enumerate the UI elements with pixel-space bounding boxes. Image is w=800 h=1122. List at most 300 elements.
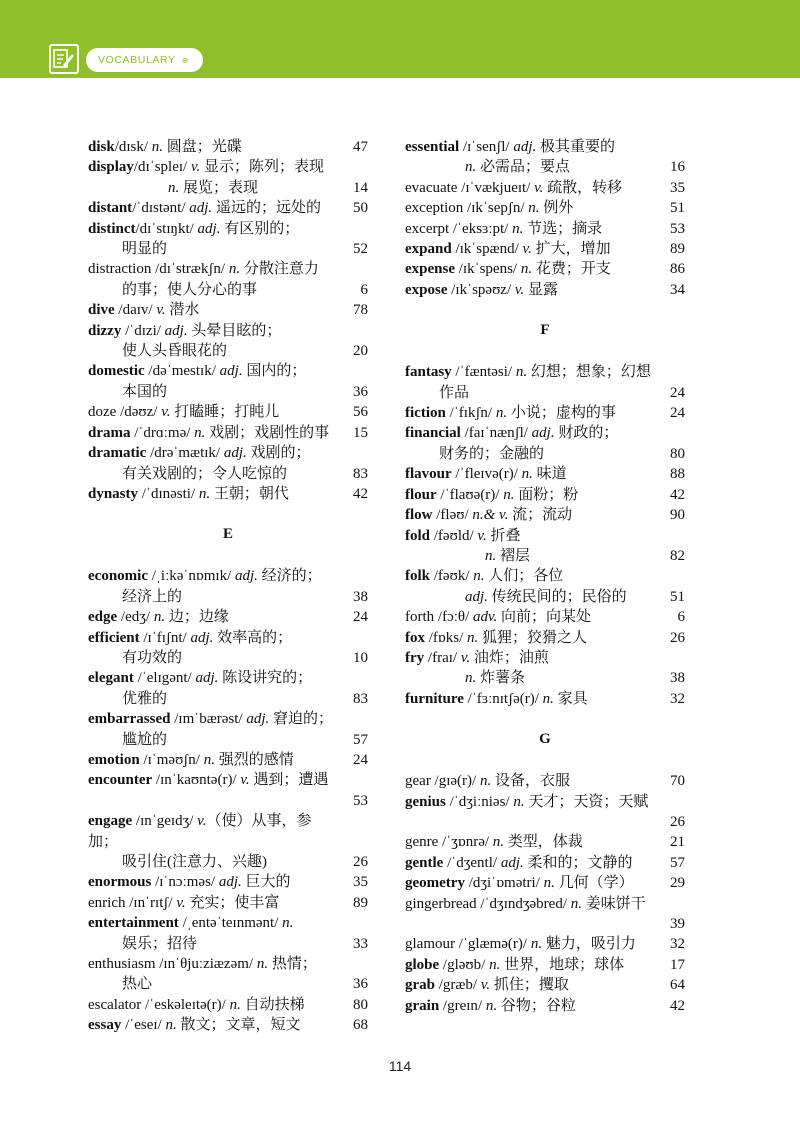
page-ref: 36 <box>353 383 368 400</box>
page-ref: 56 <box>353 404 368 421</box>
page-ref: 80 <box>353 996 368 1013</box>
headword: elegant <box>88 670 134 687</box>
part-of-speech: adj. <box>219 363 243 380</box>
phonetic: distraction /dɪˈstrækʃn/ <box>88 261 229 278</box>
headword: essay <box>88 1017 122 1034</box>
definition-continuation <box>405 444 655 464</box>
part-of-speech: n. <box>165 1017 177 1034</box>
definition: 戏剧的； <box>246 445 311 462</box>
headword: engage <box>88 813 133 830</box>
definition-continuation <box>88 974 338 994</box>
vocab-entry <box>405 771 685 791</box>
page-ref: 10 <box>353 649 368 666</box>
definition-continuation <box>88 689 338 709</box>
headword: economic <box>88 568 148 585</box>
page-ref: 26 <box>670 813 685 830</box>
part-of-speech: n. <box>513 793 525 810</box>
definition-text: 炸薯条 <box>476 670 526 687</box>
phonetic: /ˈdɪnəsti/ <box>138 485 199 502</box>
definition: 遥远的；远处的 <box>212 200 321 217</box>
headword: flavour <box>405 466 452 483</box>
phonetic: /faɪˈnænʃl/ <box>460 425 532 442</box>
page-header <box>0 0 800 78</box>
page-ref: 21 <box>670 834 685 851</box>
part-of-speech: adv. <box>473 609 498 626</box>
part-of-speech: adj. <box>164 322 188 339</box>
part-of-speech: n. <box>256 956 269 973</box>
left-column <box>88 137 368 1036</box>
page-ref: 83 <box>353 465 368 482</box>
phonetic: gingerbread /ˈdʒɪndʒəbred/ <box>405 895 571 912</box>
definition-text: 明显的 <box>122 241 168 258</box>
phonetic: /edʒ/ <box>117 609 154 626</box>
definition: 幻想；想象；幻想 <box>527 364 651 381</box>
definition: 充实；使丰富 <box>185 894 280 911</box>
definition: 面粉；粉 <box>514 486 579 503</box>
part-of-speech: n. <box>495 405 508 422</box>
definition-continuation <box>88 464 338 484</box>
vocab-entry <box>405 423 685 464</box>
part-of-speech: n. <box>512 220 524 237</box>
page-ref: 42 <box>670 486 685 503</box>
definition-text: 有功效的 <box>122 649 183 666</box>
page-ref: 68 <box>353 1017 368 1034</box>
section-title: VOCABULARY <box>98 54 176 66</box>
definition: 味道 <box>532 466 567 483</box>
definition: 热情； <box>268 956 317 973</box>
phonetic: /ˈfɜːnɪtʃə(r)/ <box>463 690 543 707</box>
part-of-speech: v. <box>240 772 250 789</box>
phonetic: /dʒiˈɒmətri/ <box>464 875 544 892</box>
right-column <box>405 137 685 1016</box>
page-ref: 15 <box>353 424 368 441</box>
definition: 自动扶梯 <box>240 996 305 1013</box>
vocab-entry <box>405 362 685 403</box>
definition: 散文；文章，短文 <box>176 1017 301 1034</box>
part-of-speech: n. <box>570 895 583 912</box>
page-ref: 14 <box>353 179 368 196</box>
definition-continuation <box>405 812 655 832</box>
phonetic: /dɪˈspleɪ/ <box>133 159 191 176</box>
part-of-speech: n. <box>520 261 533 278</box>
part-of-speech: adj. <box>513 139 537 155</box>
page-ref: 17 <box>670 956 685 973</box>
vocab-entry <box>88 361 368 402</box>
part-of-speech: n. <box>479 773 492 790</box>
vocab-entry <box>88 1015 368 1035</box>
definition: 节选；摘录 <box>523 220 603 237</box>
definition-continuation <box>88 178 338 198</box>
phonetic: /ˈfɪkʃn/ <box>445 405 496 422</box>
headword: dynasty <box>88 485 139 502</box>
definition-continuation <box>88 239 338 259</box>
headword: geometry <box>405 875 465 892</box>
vocab-entry <box>88 607 368 627</box>
phonetic: /ˈflaʊə(r)/ <box>436 486 504 503</box>
page-ref: 57 <box>353 731 368 748</box>
page-ref: 32 <box>670 690 685 707</box>
page-ref: 36 <box>353 976 368 993</box>
vocab-entry <box>405 280 685 300</box>
headword: domestic <box>88 363 145 380</box>
headword: financial <box>405 425 461 442</box>
definition: 遇到；遭遇 <box>249 772 329 789</box>
definition: 类型，体裁 <box>504 834 583 851</box>
part-of-speech: n. <box>282 915 294 932</box>
definition: 王朝；朝代 <box>210 485 289 502</box>
phonetic: /ˈdʒentl/ <box>443 854 501 871</box>
vocab-entry <box>405 526 685 567</box>
headword: fry <box>405 649 425 666</box>
phonetic: /fəʊk/ <box>430 568 474 585</box>
page-ref: 39 <box>670 916 685 932</box>
phonetic: /fəʊld/ <box>430 527 478 544</box>
page-number: 114 <box>388 1058 412 1074</box>
definition-text: 经济上的 <box>122 588 183 605</box>
page-ref: 47 <box>353 139 368 155</box>
definition: 头晕目眩的； <box>187 322 282 339</box>
page-ref: 53 <box>670 220 685 237</box>
phonetic: escalator /ˈeskəleɪtə(r)/ <box>88 996 230 1013</box>
headword: distant <box>88 200 133 217</box>
page-ref: 38 <box>670 670 685 687</box>
part-of-speech: adj. <box>189 200 213 217</box>
definition: 人们；各位 <box>484 568 564 585</box>
vocab-entry <box>88 995 368 1015</box>
vocab-entry <box>405 975 685 995</box>
definition: 抓住；攫取 <box>490 977 569 994</box>
phonetic: /ɪˈfɪʃnt/ <box>139 629 191 646</box>
vocab-entry <box>405 894 685 935</box>
section-tab <box>86 48 203 72</box>
definition-text: 作品 <box>439 384 470 401</box>
section-letter: G <box>539 731 551 748</box>
phonetic: /ˌentəˈteɪnmənt/ <box>178 915 283 932</box>
vocab-entry <box>405 259 685 279</box>
phonetic: /ˈfleɪvə(r)/ <box>451 466 522 483</box>
phonetic: /daɪv/ <box>114 302 157 319</box>
definition: 经济的； <box>257 568 322 585</box>
definition: 显示；陈列；表现 <box>200 159 324 176</box>
vocab-entry <box>405 832 685 852</box>
definition-continuation <box>88 587 338 607</box>
vocab-entry <box>88 893 368 913</box>
vocab-entry <box>88 219 368 260</box>
definition: 国内的； <box>242 363 307 380</box>
definition: 狐狸；狡猾之人 <box>478 629 588 646</box>
vocab-entry <box>88 770 368 811</box>
definition-text: 热心 <box>122 976 153 993</box>
part-of-speech: n. <box>194 424 206 441</box>
headword: disk <box>88 139 115 155</box>
phonetic: doze /dəʊz/ <box>88 404 162 421</box>
definition: 家具 <box>553 690 588 707</box>
part-of-speech: n. <box>489 956 501 973</box>
headword: distinct <box>88 220 136 237</box>
definition-text: 必需品；要点 <box>476 159 571 176</box>
definition-text: 财务的；金融的 <box>439 445 545 462</box>
phonetic: /ɪnˈkaʊntə(r)/ <box>152 772 241 789</box>
definition-continuation <box>405 546 655 566</box>
part-of-speech: v. <box>197 813 207 830</box>
page-ref: 86 <box>670 261 685 278</box>
part-of-speech: v. <box>514 281 525 298</box>
phonetic: exception /ɪkˈsepʃn/ <box>405 200 529 217</box>
definition: 姜味饼干 <box>582 895 646 912</box>
vocab-entry <box>405 566 685 607</box>
phonetic: enthusiasm /ɪnˈθjuːziæzəm/ <box>88 956 257 973</box>
definition: 流；流动 <box>508 507 573 524</box>
vocab-entry <box>405 648 685 689</box>
definition-continuation <box>88 934 338 954</box>
definition: 几何（学） <box>554 875 634 892</box>
part-of-speech: n. <box>465 159 477 176</box>
page-ref: 35 <box>670 179 685 196</box>
part-of-speech: adj. <box>218 874 242 891</box>
definition: 天才；天资；天赋 <box>524 793 649 810</box>
part-of-speech: n. <box>542 690 554 707</box>
vocab-entry <box>405 853 685 873</box>
vocab-entry <box>405 137 685 178</box>
definition-text: 吸引住(注意力、兴趣) <box>122 854 267 870</box>
vocab-entry <box>88 198 368 218</box>
page-ref: 53 <box>353 792 368 809</box>
page-ref: 51 <box>670 200 685 217</box>
vocab-entry <box>405 689 685 709</box>
notepad-pencil-icon <box>49 44 79 74</box>
page-ref: 24 <box>353 609 368 626</box>
vocab-entry <box>405 178 685 198</box>
part-of-speech: n. <box>521 466 533 483</box>
page-ref: 89 <box>670 241 685 258</box>
part-of-speech: adj. <box>195 670 219 687</box>
part-of-speech: n. <box>465 670 477 687</box>
phonetic: enrich /ɪnˈrɪtʃ/ <box>88 894 177 911</box>
phonetic: /fɒks/ <box>425 629 468 646</box>
page-ref: 24 <box>670 384 685 401</box>
vocab-entry <box>405 505 685 525</box>
part-of-speech: n. <box>228 261 241 278</box>
part-of-speech: n. <box>153 609 166 626</box>
definition: （使）从事，参加； <box>88 813 312 850</box>
definition: 油炸；油煎 <box>470 649 549 666</box>
phonetic: /ˈfæntəsi/ <box>451 364 516 381</box>
part-of-speech: v. <box>534 179 544 196</box>
phonetic: /dɪˈstɪŋkt/ <box>135 220 198 237</box>
vocab-entry <box>88 321 368 362</box>
vocab-entry <box>405 219 685 239</box>
phonetic: /ɪkˈspænd/ <box>451 241 523 258</box>
part-of-speech: n. <box>473 568 485 585</box>
vocab-entry <box>405 485 685 505</box>
definition: 折叠 <box>486 527 521 544</box>
vocab-entry <box>88 259 368 300</box>
part-of-speech: n. <box>528 200 540 217</box>
part-of-speech: v. <box>460 649 471 666</box>
phonetic: /fləʊ/ <box>432 507 473 524</box>
definition: 谷物；谷粒 <box>497 997 576 1014</box>
page-ref: 29 <box>670 875 685 892</box>
phonetic: evacuate /ɪˈvækjueɪt/ <box>405 179 535 196</box>
definition-continuation <box>88 852 338 872</box>
definition: 扩大，增加 <box>531 241 611 258</box>
definition: 效率高的； <box>213 629 293 646</box>
part-of-speech: v. <box>480 977 491 994</box>
part-of-speech: v. <box>156 302 166 319</box>
page-ref: 70 <box>670 773 685 790</box>
headword: drama <box>88 424 131 441</box>
phonetic: /ˈelɪgənt/ <box>133 670 196 687</box>
definition-continuation <box>405 157 655 177</box>
definition: 世界，地球；球体 <box>500 956 625 973</box>
page-ref: 42 <box>670 997 685 1014</box>
page-ref: 57 <box>670 854 685 871</box>
part-of-speech: v. <box>477 527 487 544</box>
headword: globe <box>405 956 440 973</box>
page-ref: 34 <box>670 281 685 298</box>
page-ref: 83 <box>353 690 368 707</box>
page-ref: 26 <box>670 629 685 646</box>
definition-continuation <box>405 668 655 688</box>
headword: genius <box>405 793 446 810</box>
phonetic: /fraɪ/ <box>424 649 461 666</box>
vocab-entry <box>88 423 368 443</box>
headword: emotion <box>88 751 140 768</box>
headword: furniture <box>405 690 464 707</box>
headword: expose <box>405 281 448 298</box>
page-ref: 42 <box>353 485 368 502</box>
headword: edge <box>88 609 118 626</box>
phonetic: /dɪsk/ <box>114 139 152 155</box>
part-of-speech: n. <box>492 834 505 851</box>
page-ref: 80 <box>670 445 685 462</box>
vocab-entry <box>88 300 368 320</box>
definition-text: 的事；使人分心的事 <box>122 281 258 298</box>
headword: entertainment <box>88 915 179 932</box>
definition-text: 优雅的 <box>122 690 168 707</box>
part-of-speech: n. <box>168 179 180 196</box>
vocab-entry <box>405 792 685 833</box>
definition-text: 褶层 <box>496 547 531 564</box>
definition-text: 娱乐；招待 <box>122 935 198 952</box>
vocab-entry <box>88 157 368 198</box>
vocab-entry <box>88 913 368 954</box>
definition: 强烈的感情 <box>214 751 294 768</box>
definition: 有区别的； <box>220 220 300 237</box>
page-ref: 64 <box>670 977 685 994</box>
vocab-entry <box>88 668 368 709</box>
part-of-speech: n. <box>515 364 528 381</box>
phonetic: /ɪˈsenʃl/ <box>459 139 514 155</box>
definition-continuation <box>88 341 338 361</box>
definition: 圆盘；光碟 <box>163 139 242 155</box>
headword: embarrassed <box>88 711 171 728</box>
definition: 戏剧；戏剧性的事 <box>205 424 330 441</box>
vocab-entry <box>88 709 368 750</box>
definition: 柔和的；文静的 <box>523 854 633 871</box>
part-of-speech: v. <box>522 241 532 258</box>
phonetic: /ˌiːkəˈnɒmɪk/ <box>147 568 235 585</box>
section-letter: F <box>540 322 550 339</box>
part-of-speech: v. <box>190 159 201 176</box>
vocab-entry <box>88 566 368 607</box>
page-ref: 24 <box>353 751 368 768</box>
headword: expand <box>405 241 452 258</box>
phonetic: /ɪˈnɔːməs/ <box>151 874 219 891</box>
definition-text: 传统民间的；民俗的 <box>487 588 627 605</box>
definition: 极其重要的 <box>536 139 616 155</box>
definition-text: 尴尬的 <box>122 731 168 748</box>
phonetic: /græb/ <box>435 977 481 994</box>
vocab-entry <box>405 607 685 627</box>
page-ref: 89 <box>353 894 368 911</box>
headword: folk <box>405 568 431 585</box>
headword: essential <box>405 139 460 155</box>
page-ref: 38 <box>353 588 368 605</box>
vocab-entry <box>405 198 685 218</box>
definition-continuation <box>88 280 338 300</box>
vocab-entry <box>88 872 368 892</box>
phonetic: /ɪkˈspəʊz/ <box>447 281 515 298</box>
page-ref: 6 <box>360 281 368 298</box>
definition: 边；边缘 <box>165 609 229 626</box>
definition: 设备，衣服 <box>491 773 570 790</box>
headword: expense <box>405 261 455 278</box>
part-of-speech: adj. <box>197 220 221 237</box>
definition-continuation <box>88 791 338 811</box>
vocab-entry <box>405 873 685 893</box>
definition: 疏散，转移 <box>543 179 623 196</box>
part-of-speech: n. <box>485 547 497 564</box>
definition: 显露 <box>524 281 558 298</box>
part-of-speech: adj. <box>223 445 247 462</box>
definition-continuation <box>88 730 338 750</box>
phonetic: /ˈdɪstənt/ <box>132 200 190 217</box>
vocab-entry <box>405 464 685 484</box>
page-ref: 33 <box>353 935 368 952</box>
part-of-speech: adj. <box>531 425 555 442</box>
part-of-speech: v. <box>176 894 186 911</box>
section-title-mark: ⊕ <box>181 55 189 65</box>
page-ref: 6 <box>677 609 685 626</box>
headword: fantasy <box>405 364 452 381</box>
page-ref: 24 <box>670 405 685 422</box>
page-ref: 32 <box>670 936 685 953</box>
definition: 例外 <box>539 200 574 217</box>
definition-text: 展览；表现 <box>179 179 259 196</box>
part-of-speech: adj. <box>500 854 524 871</box>
part-of-speech: n. <box>530 936 543 953</box>
definition: 魅力，吸引力 <box>542 936 636 953</box>
page-ref: 88 <box>670 466 685 483</box>
page-ref: 35 <box>353 874 368 891</box>
vocab-entry <box>88 443 368 484</box>
definition-continuation <box>88 382 338 402</box>
phonetic: glamour /ˈglæmə(r)/ <box>405 936 531 953</box>
phonetic: /dəˈmestɪk/ <box>144 363 220 380</box>
phonetic: /ɪnˈgeɪdʒ/ <box>132 813 198 830</box>
part-of-speech: adj. <box>190 629 214 646</box>
page-ref: 90 <box>670 507 685 524</box>
definition: 陈设讲究的； <box>218 670 313 687</box>
vocab-entry <box>88 628 368 669</box>
phonetic: /gləʊb/ <box>439 956 490 973</box>
phonetic: gear /gɪə(r)/ <box>405 773 480 790</box>
part-of-speech: n. <box>485 997 498 1014</box>
definition: 潜水 <box>165 302 200 319</box>
headword: dizzy <box>88 322 122 339</box>
phonetic: /ˈdɪzi/ <box>121 322 165 339</box>
